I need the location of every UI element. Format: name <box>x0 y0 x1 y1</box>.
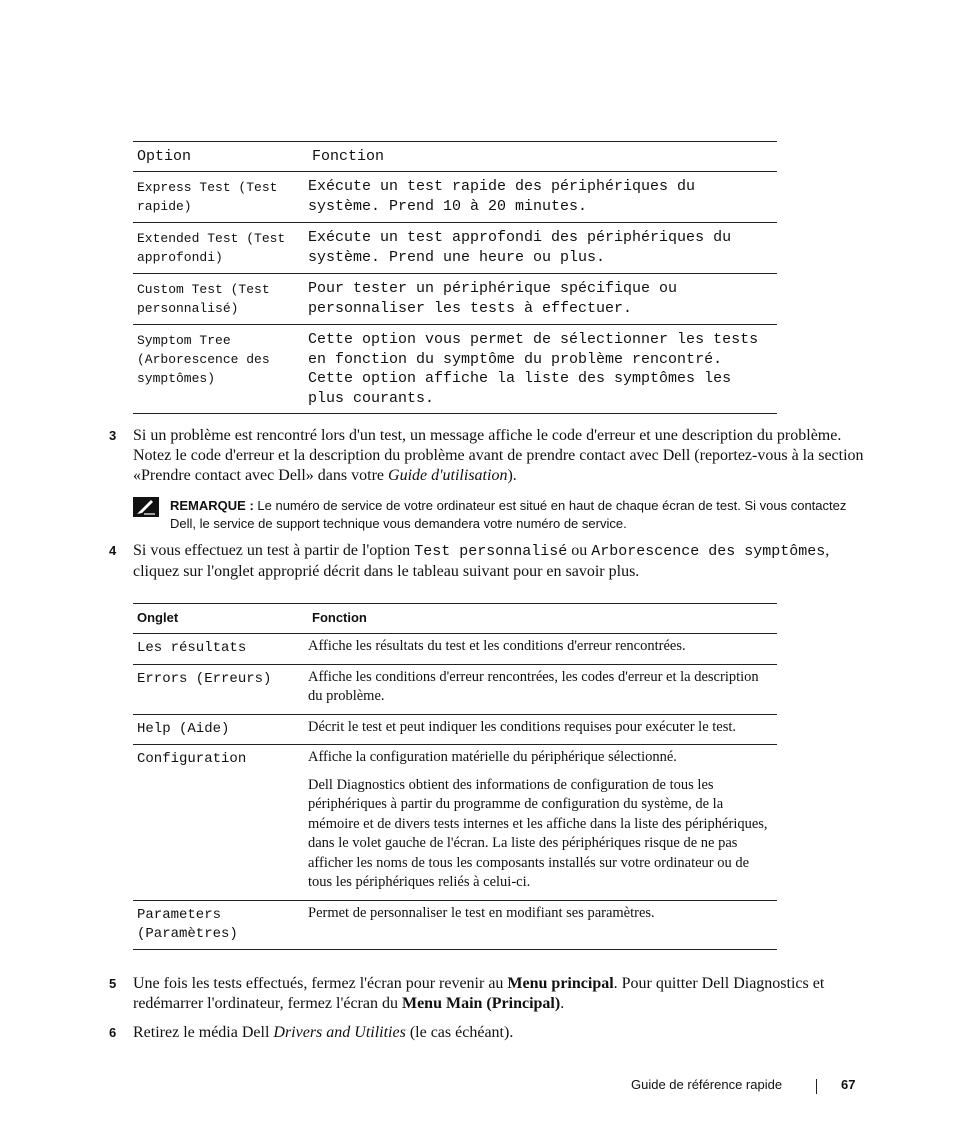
fonction-text: Permet de personnaliser le test en modifiant ses paramètres. <box>308 904 655 921</box>
onglet-cell: Configuration <box>137 751 247 767</box>
header-fonction: Fonction <box>312 610 367 625</box>
footer-separator <box>816 1079 817 1094</box>
tabs-table <box>133 603 777 950</box>
fonction-cell <box>308 714 777 745</box>
step-number: 3 <box>109 428 117 443</box>
note-label: REMARQUE : <box>170 498 254 513</box>
step-text-part: , cliquez sur l'onglet approprié décrit dans le tableau suivant pour en savoir plus. <box>133 542 830 580</box>
step-number: 5 <box>109 976 117 991</box>
table-row <box>133 274 777 325</box>
note-text <box>170 497 860 533</box>
fonction-text: Décrit le test et peut indiquer les conditions requises pour exécuter le test. <box>308 718 737 735</box>
step-text-part: Retirez le média Dell <box>133 1024 274 1041</box>
code-custom-test: Test personnalisé <box>414 543 568 560</box>
header-option: Option <box>137 148 192 165</box>
option-cell: Extended Test (Test approfondi) <box>137 231 286 265</box>
fonction-cell: Exécute un test rapide des périphériques du système. Prend 10 à 20 minutes. <box>308 178 696 215</box>
fonction-text: Dell Diagnostics obtient des informations de configuration de tous les périphériques à partir du programme de configuration du système, de la mémoire et de divers tests internes et les affiche dans la liste des périphériques, dans le volet gauche de l'écran. La liste des périphériques risque de ne pas afficher les noms de tous les composants installés sur votre ordinateur ou de tous les périphériques reliés à celui-ci. <box>308 776 768 890</box>
fonction-cell: Pour tester un périphérique spécifique ou personnaliser les tests à effectuer. <box>308 280 678 317</box>
fonction-cell <box>308 634 777 665</box>
step-text-part: (le cas échéant). <box>405 1024 514 1041</box>
step-text-part: Une fois les tests effectués, fermez l'écran pour revenir au <box>133 975 508 992</box>
media-name: Drivers and Utilities <box>273 1024 406 1041</box>
options-table <box>133 141 777 414</box>
onglet-cell: Help (Aide) <box>137 720 230 737</box>
step-text-part: . Pour quitter Dell Diagnostics et redémarrer l'ordinateur, fermez l'écran du <box>133 975 825 1012</box>
step-text-part: . <box>560 995 565 1012</box>
fonction-cell <box>308 745 777 901</box>
footer-label: Guide de référence rapide <box>631 1077 783 1092</box>
table-row <box>133 714 777 745</box>
menu-main-label: Menu Main (Principal) <box>401 995 561 1012</box>
table-row <box>133 223 777 274</box>
step-number: 6 <box>109 1025 117 1040</box>
onglet-cell: Errors (Erreurs) <box>137 670 272 687</box>
menu-principal-label: Menu principal <box>507 975 614 992</box>
page-number: 67 <box>841 1077 856 1092</box>
fonction-text: Affiche la configuration matérielle du périphérique sélectionné. <box>308 749 677 765</box>
step-text-part: ). <box>507 467 517 484</box>
step-text-part: Si vous effectuez un test à partir de l'option <box>133 542 415 559</box>
fonction-text: Affiche les conditions d'erreur rencontrées, les codes d'erreur et la description du problème. <box>308 668 759 704</box>
step-number: 4 <box>109 543 117 558</box>
table-row <box>133 634 777 665</box>
fonction-cell <box>308 900 777 949</box>
onglet-cell: Les résultats <box>137 640 247 656</box>
table-row <box>133 745 777 901</box>
option-cell: Symptom Tree (Arborescence des symptômes) <box>137 333 270 386</box>
table-row <box>133 664 777 714</box>
note-body: Le numéro de service de votre ordinateur est situé en haut de chaque écran de test. Si vous contactez Dell, le service de support technique vous demandera votre numéro de service. <box>170 498 847 531</box>
step-text <box>133 974 873 1014</box>
option-cell: Express Test (Test rapide) <box>137 180 278 214</box>
step-text <box>133 1023 873 1043</box>
header-fonction: Fonction <box>312 148 385 165</box>
fonction-cell <box>308 664 777 714</box>
onglet-cell: Parameters (Paramètres) <box>137 906 238 942</box>
step-text <box>133 426 873 486</box>
header-onglet: Onglet <box>137 610 179 625</box>
option-cell: Custom Test (Test personnalisé) <box>137 282 270 316</box>
fonction-cell: Exécute un test approfondi des périphériques du système. Prend une heure ou plus. <box>308 229 732 266</box>
step-text <box>133 541 873 582</box>
table-row <box>133 172 777 223</box>
guide-reference: Guide d'utilisation <box>388 467 508 484</box>
fonction-text: Affiche les résultats du test et les conditions d'erreur rencontrées. <box>308 638 686 654</box>
table-header-row <box>133 142 777 172</box>
code-symptom-tree: Arborescence des symptômes <box>591 543 826 560</box>
step-text-part: Si un problème est rencontré lors d'un test, un message affiche le code d'erreur et une description du problème. Notez le code d'erreur et la description du problème avant de prendre contact avec Dell (reportez-vous à la section «Prendre contact avec Dell» dans votre <box>133 427 864 484</box>
step-text-part: ou <box>567 542 592 559</box>
table-row <box>133 325 777 414</box>
table-header-row <box>133 604 777 634</box>
note-pencil-icon <box>133 497 159 517</box>
fonction-cell: Cette option vous permet de sélectionner les tests en fonction du symptôme du problème rencontré. Cette option affiche la liste des symptômes les plus courants. <box>308 331 759 407</box>
table-row <box>133 900 777 949</box>
